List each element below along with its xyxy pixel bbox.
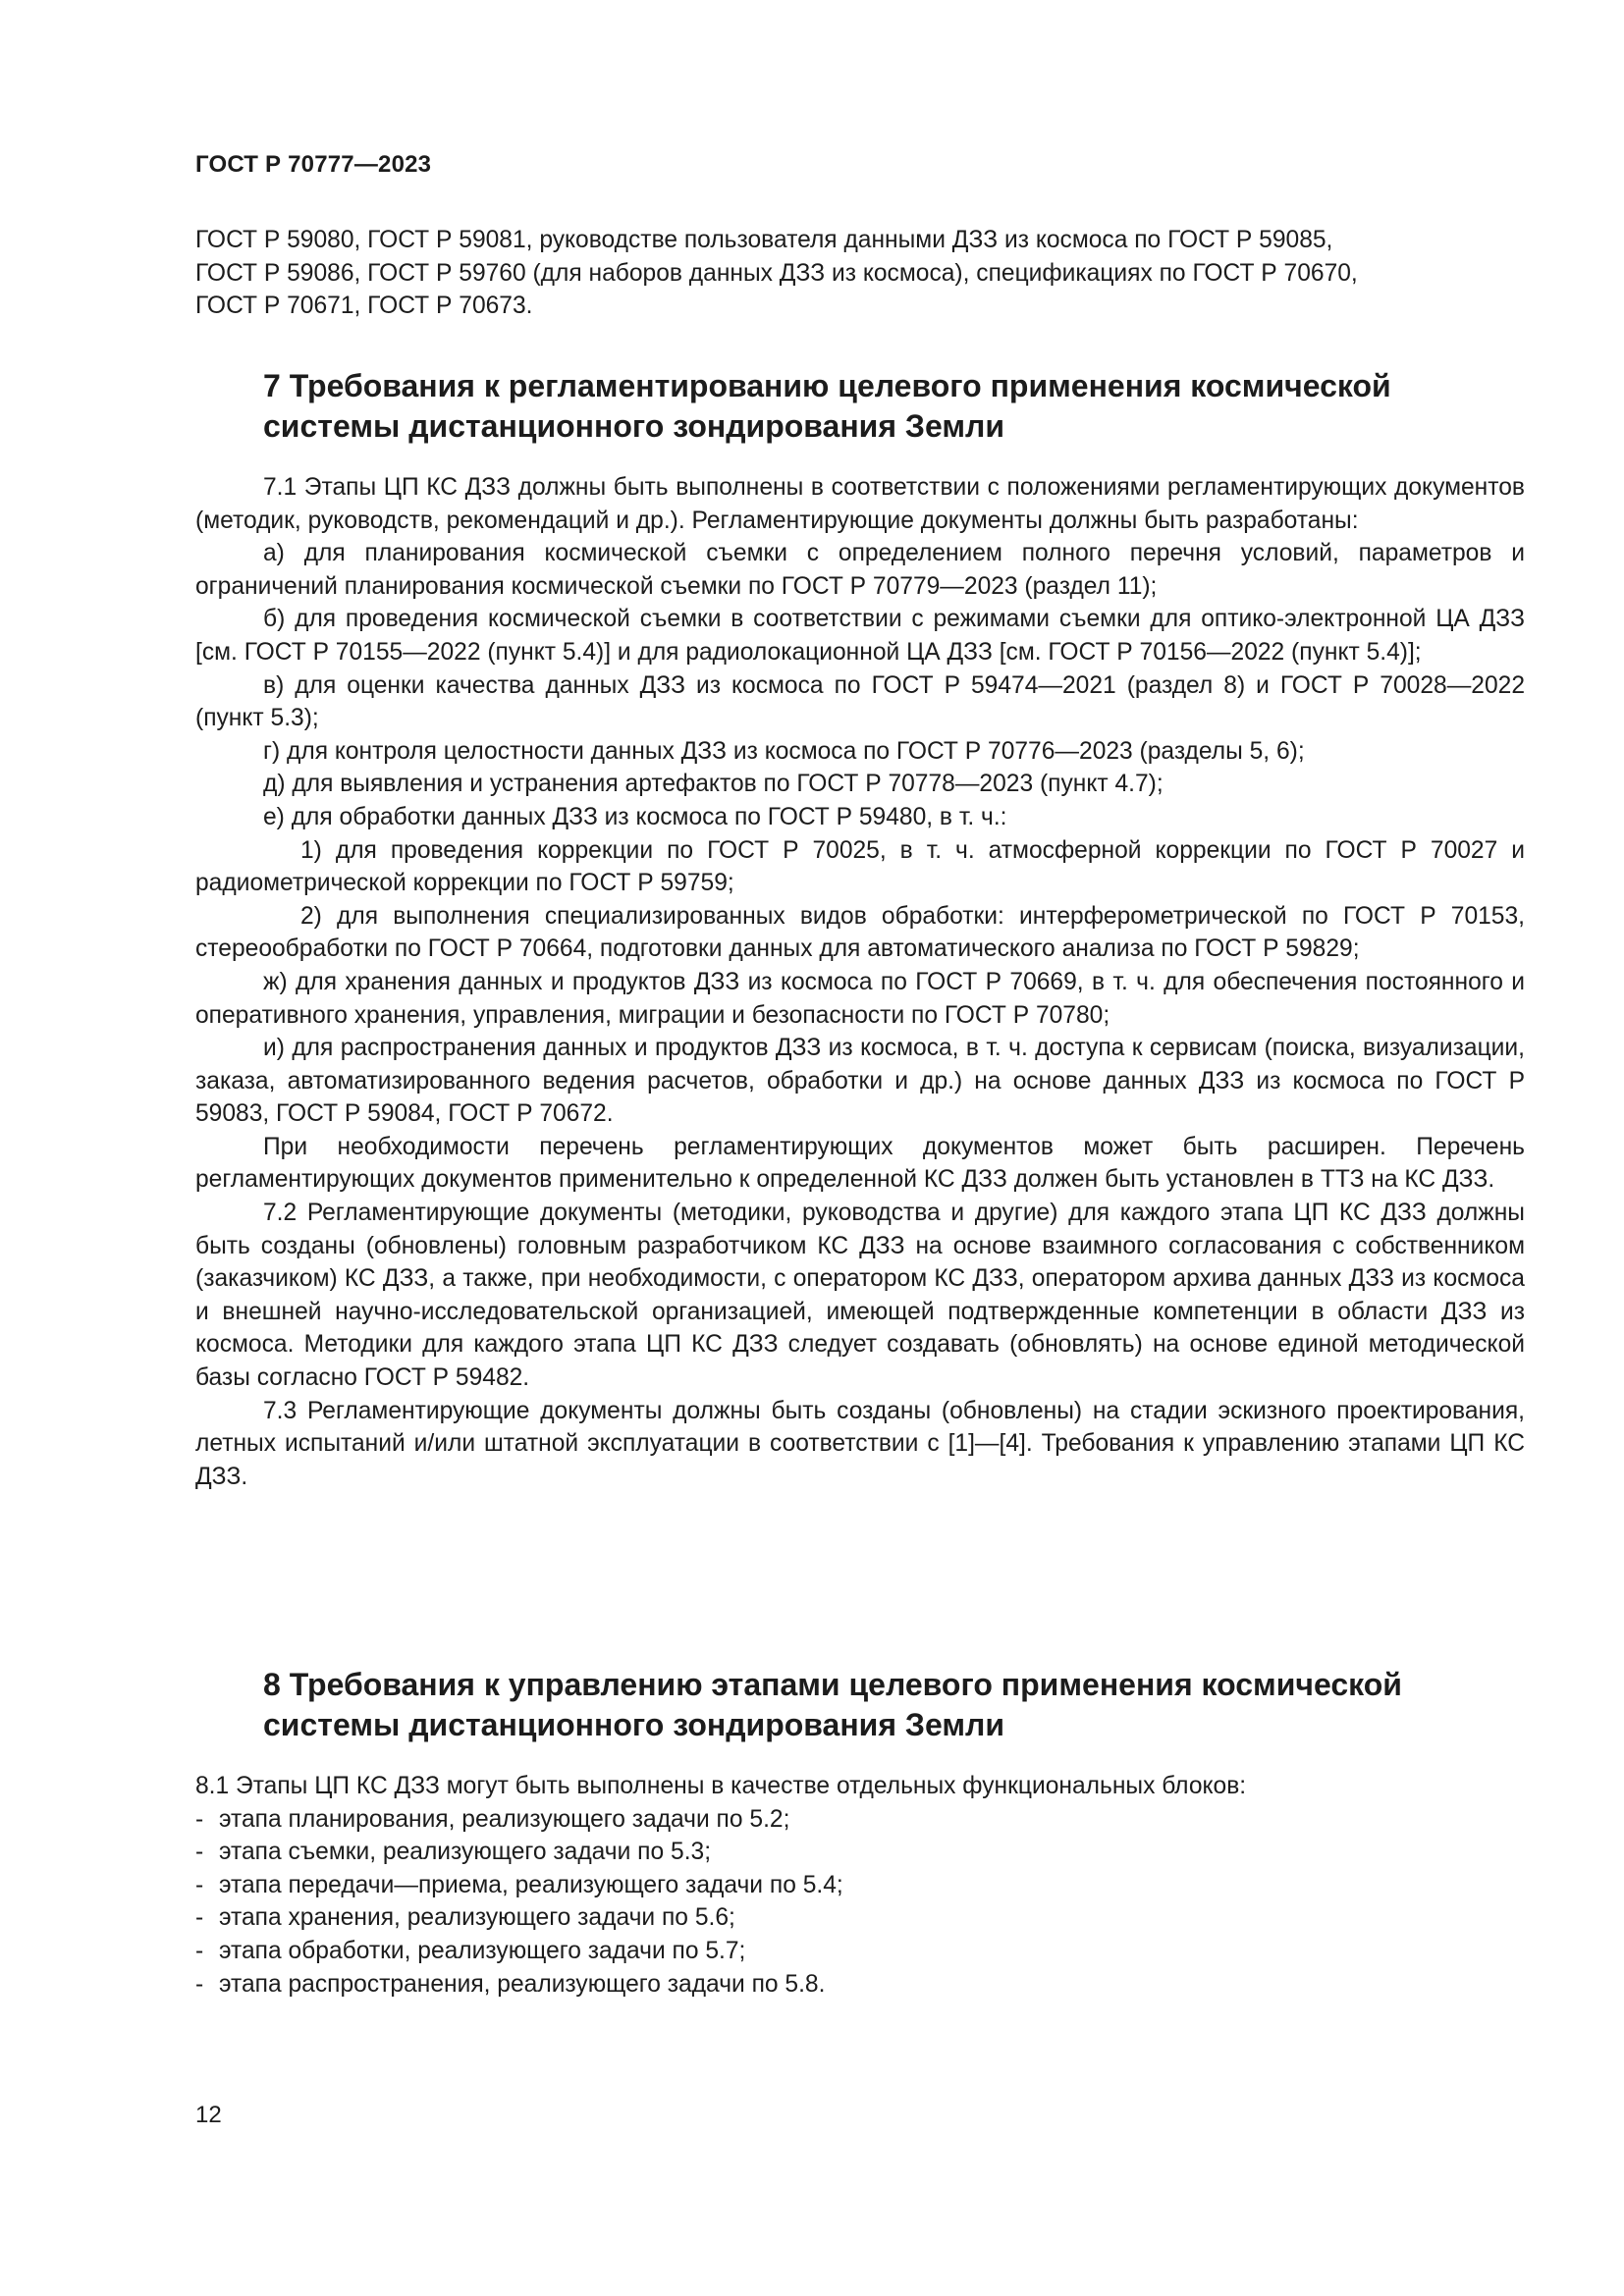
page-number: 12: [195, 2102, 222, 2128]
section-8-title: [195, 1665, 1525, 1745]
list-item: [195, 1901, 1525, 1935]
list-item: [195, 1968, 1525, 2002]
sub-item-e1: 1) для проведения коррекции по ГОСТ Р 70025, в т. ч. атмосферной коррекции по ГОСТ Р 70027 и радиометрической коррекции по ГОСТ Р 59759;: [195, 836, 1525, 897]
bullet-text: этапа передачи—приема, реализующего задачи по 5.4;: [219, 1871, 843, 1898]
bullet-text: этапа съемки, реализующего задачи по 5.3;: [219, 1839, 712, 1866]
bullet-dash: -: [195, 1970, 204, 1998]
list-item-i: и) для распространения данных и продуктов ДЗЗ из космоса, в т. ч. доступа к сервисам (поиска, визуализации, заказа, автоматизированного ведения расчетов, обработки и др.) на основе данных ДЗЗ из космоса по ГОСТ Р 59083, ГОСТ Р 59084, ГОСТ Р 70672.: [195, 1035, 1525, 1128]
bullet-text: этапа распространения, реализующего задачи по 5.8.: [219, 1970, 826, 1998]
list-item-b: б) для проведения космической съемки в соответствии с режимами съемки для оптико-электронной ЦА ДЗЗ [см. ГОСТ Р 70155—2022 (пункт 5.4)] и для радиолокационной ЦА ДЗЗ [см. ГОСТ Р 70156—2022 (пункт 5.4)];: [195, 606, 1525, 666]
bullet-text: этапа планирования, реализующего задачи по 5.2;: [219, 1805, 790, 1833]
sub-item-e2: 2) для выполнения специализированных видов обработки: интерферометрической по ГОСТ Р 70153, стереообработки по ГОСТ Р 70664, подготовки данных для автоматического анализа по ГОСТ Р 59829;: [195, 902, 1525, 963]
intro-line: ГОСТ Р 59080, ГОСТ Р 59081, руководстве пользователя данными ДЗЗ из космоса по ГОСТ Р 59085,: [195, 227, 1333, 253]
list-item-v: в) для оценки качества данных ДЗЗ из космоса по ГОСТ Р 59474—2021 (раздел 8) и ГОСТ Р 70028—2022 (пункт 5.3);: [195, 671, 1525, 732]
list-item-g: г) для контроля целостности данных ДЗЗ из космоса по ГОСТ Р 70776—2023 (разделы 5, 6);: [263, 737, 1305, 765]
section-7-title: [195, 366, 1525, 447]
intro-line: ГОСТ Р 70671, ГОСТ Р 70673.: [195, 293, 533, 320]
bullet-dash: -: [195, 1871, 204, 1898]
list-item-zh: ж) для хранения данных и продуктов ДЗЗ из космоса по ГОСТ Р 70669, в т. ч. для обеспечения постоянного и оперативного хранения, управления, миграции и безопасности по ГОСТ Р 70780;: [195, 968, 1525, 1029]
clause-7-2: 7.2 Регламентирующие документы (методики, руководства и другие) для каждого этапа ЦП КС ДЗЗ должны быть созданы (обновлены) головным разработчиком КС ДЗЗ на основе взаимного согласования с собственником (заказчиком) КС ДЗЗ, а также, при необходимости, с оператором КС ДЗЗ, оператором архива данных ДЗЗ из космоса и внешней научно-исследовательской организацией, имеющей подтвержденные компетенции в области ДЗЗ из космоса. Методики для каждого этапа ЦП КС ДЗЗ следует создавать (обновлять) на основе единой методической базы согласно ГОСТ Р 59482.: [195, 1200, 1525, 1392]
clause-8-1: 8.1 Этапы ЦП КС ДЗЗ могут быть выполнены в качестве отдельных функциональных блоков:: [195, 1773, 1247, 1799]
list-item: [195, 1935, 1525, 1968]
section-7-title-line1: 7 Требования к регламентированию целевого применения космической: [263, 368, 1391, 403]
paragraph-extend: При необходимости перечень регламентирующих документов может быть расширен. Перечень регламентирующих документов применительно к определенной КС ДЗЗ должен быть установлен в ТТЗ на КС ДЗЗ.: [195, 1133, 1525, 1194]
section-8-title-line2: системы дистанционного зондирования Земли: [263, 1707, 1004, 1742]
bullet-dash: -: [195, 1904, 204, 1932]
bullet-dash: -: [195, 1937, 204, 1964]
clause-7-3: 7.3 Регламентирующие документы должны быть созданы (обновлены) на стадии эскизного проектирования, летных испытаний и/или штатной эксплуатации в соответствии с [1]—[4]. Требования к управлению этапами ЦП КС ДЗЗ.: [195, 1397, 1525, 1490]
bullet-dash: -: [195, 1839, 204, 1866]
clause-7-1: 7.1 Этапы ЦП КС ДЗЗ должны быть выполнены в соответствии с положениями регламентирующих документов (методик, руководств, рекомендаций и др.). Регламентирующие документы должны быть разработаны:: [195, 474, 1525, 534]
bullet-dash: -: [195, 1805, 204, 1833]
list-item-d: д) для выявления и устранения артефактов по ГОСТ Р 70778—2023 (пункт 4.7);: [263, 771, 1164, 798]
list-item-e: е) для обработки данных ДЗЗ из космоса по ГОСТ Р 59480, в т. ч.:: [263, 803, 1007, 830]
section-7-title-line2: системы дистанционного зондирования Земли: [263, 408, 1004, 444]
intro-line: ГОСТ Р 59086, ГОСТ Р 59760 (для наборов данных ДЗЗ из космоса), спецификациях по ГОСТ Р 70670,: [195, 259, 1358, 287]
bullet-text: этапа хранения, реализующего задачи по 5.6;: [219, 1904, 735, 1932]
section-7: [195, 366, 1525, 1493]
section-8-title-line1: 8 Требования к управлению этапами целевого применения космической: [263, 1667, 1402, 1702]
list-item-a: а) для планирования космической съемки с определением полного перечня условий, параметров и ограничений планирования космической съемки по ГОСТ Р 70779—2023 (раздел 11);: [195, 540, 1525, 600]
list-item: [195, 1803, 1525, 1837]
bullet-text: этапа обработки, реализующего задачи по 5.7;: [219, 1937, 746, 1964]
section-8: [195, 1665, 1525, 2001]
list-item: [195, 1836, 1525, 1869]
list-item: [195, 1869, 1525, 1902]
intro-paragraph: [195, 224, 1525, 323]
document-header: ГОСТ Р 70777—2023: [195, 151, 432, 178]
